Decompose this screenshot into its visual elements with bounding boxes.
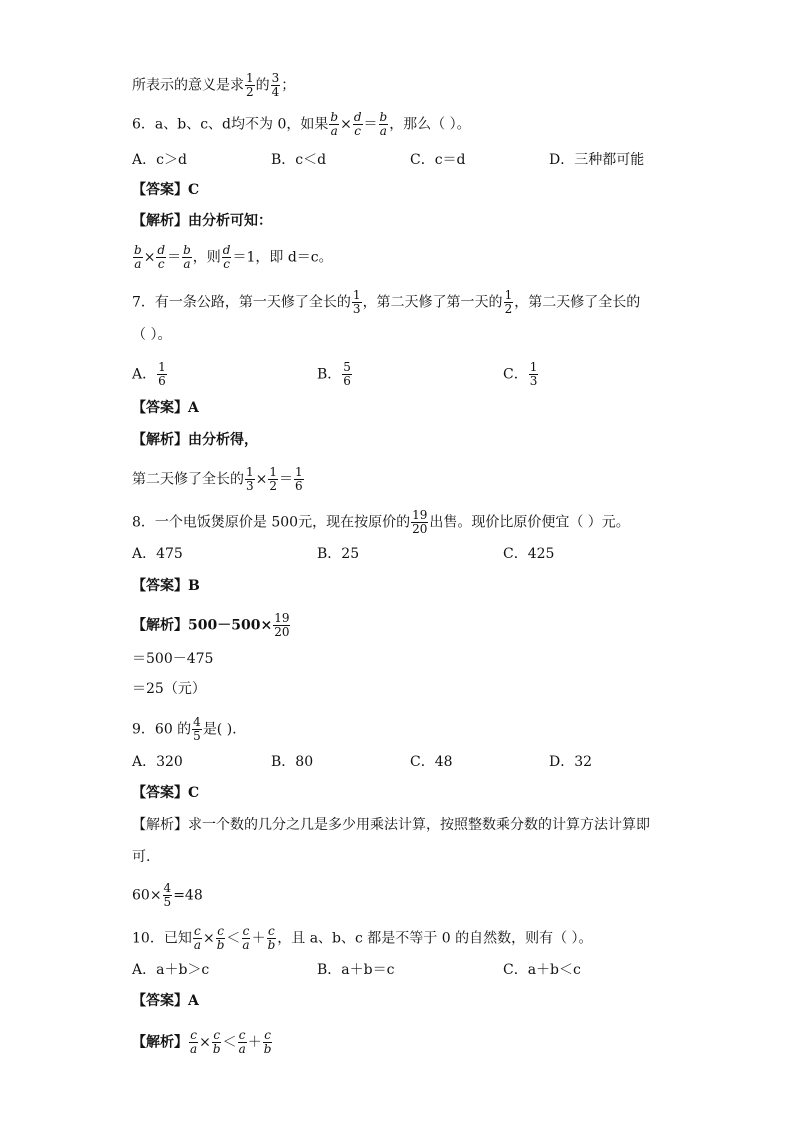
option-b[interactable]: B．a＋b＝c bbox=[317, 962, 395, 978]
analysis: 【解析】由分析得， bbox=[132, 432, 258, 448]
option-b[interactable]: B．c＜d bbox=[271, 152, 327, 168]
question-8: 8．一个电饭煲原价是 500元，现在按原价的 $\frac{19}{20}$ 出售。现价比原价便宜（ ）元。 bbox=[132, 508, 630, 536]
option-b[interactable]: B． $\frac{5}{6}$ bbox=[317, 360, 351, 388]
question-7: 7．有一条公路，第一天修了全长的 $\frac{1}{3}$ ，第二天修了第一天的 $\frac{1}{2}$ ，第二天修了全长的 bbox=[132, 288, 641, 316]
fraction: $\frac{1}{2}$ bbox=[246, 71, 254, 99]
analysis: 【解析】求一个数的几分之几是多少用乘法计算，按照整数乘分数的计算方法计算即 bbox=[132, 817, 650, 833]
analysis: 【解析】 $\frac{c}{a}$ × $\frac{c}{b}$ ＜ $\frac{c}{a}$ ＋ $\frac{c}{b}$ bbox=[132, 1028, 272, 1056]
option-a[interactable]: A．320 bbox=[132, 754, 183, 770]
option-a[interactable]: A．a＋b＞c bbox=[132, 962, 210, 978]
option-a[interactable]: A．c＞d bbox=[132, 152, 187, 168]
calculation: 60× $\frac{4}{5}$ =48 bbox=[132, 881, 203, 909]
analysis-cont: 可. bbox=[132, 849, 151, 865]
option-a[interactable]: A． $\frac{1}{6}$ bbox=[132, 360, 166, 388]
calc-step: ＝500－475 bbox=[132, 651, 214, 667]
fraction: $\frac{3}{4}$ bbox=[271, 71, 280, 99]
option-b[interactable]: B．80 bbox=[271, 754, 314, 770]
question-7-blank: （ ）。 bbox=[132, 327, 172, 343]
option-a[interactable]: A．475 bbox=[132, 546, 183, 562]
answer: 【答案】B bbox=[132, 578, 200, 594]
question-10: 10．已知 $\frac{c}{a}$ × $\frac{c}{b}$ ＜ $\frac{c}{a}$ ＋ $\frac{c}{b}$ ，且 a、b、c 都是不等于 0 的自然数，则有（ ）。 bbox=[132, 924, 593, 952]
option-c[interactable]: C．c＝d bbox=[410, 152, 466, 168]
option-c[interactable]: C．425 bbox=[503, 546, 555, 562]
option-d[interactable]: D．三种都可能 bbox=[549, 152, 645, 168]
analysis: 【解析】由分析可知： bbox=[132, 213, 272, 229]
calculation: $\frac{b}{a}$ × $\frac{d}{c}$ ＝ $\frac{b}{a}$ ，则 $\frac{d}{c}$ ＝1，即 d＝c。 bbox=[134, 243, 333, 271]
answer: 【答案】A bbox=[132, 400, 199, 416]
calc-step: ＝25（元） bbox=[132, 681, 206, 697]
option-c[interactable]: C．a＋b＜c bbox=[503, 962, 581, 978]
option-b[interactable]: B．25 bbox=[317, 546, 360, 562]
intro-line: 所表示的意义是求 $\frac{1}{2}$ 的 $\frac{3}{4}$ ； bbox=[132, 71, 296, 99]
question-6: 6．a、b、c、d均不为 0，如果 $\frac{b}{a}$ × $\frac{d}{c}$ ＝ $\frac{b}{a}$ ，那么（ ）。 bbox=[132, 110, 471, 138]
option-c[interactable]: C． $\frac{1}{3}$ bbox=[503, 360, 538, 388]
option-d[interactable]: D．32 bbox=[549, 754, 593, 770]
option-c[interactable]: C．48 bbox=[410, 754, 453, 770]
answer: 【答案】A bbox=[132, 993, 199, 1009]
answer: 【答案】C bbox=[132, 182, 200, 198]
calculation: 第二天修了全长的 $\frac{1}{3}$ × $\frac{1}{2}$ ＝ $\frac{1}{6}$ bbox=[132, 465, 303, 493]
answer: 【答案】C bbox=[132, 785, 200, 801]
question-9: 9．60 的 $\frac{4}{5}$ 是( ). bbox=[132, 715, 237, 743]
analysis: 【解析】500－500× $\frac{19}{20}$ bbox=[132, 611, 290, 639]
